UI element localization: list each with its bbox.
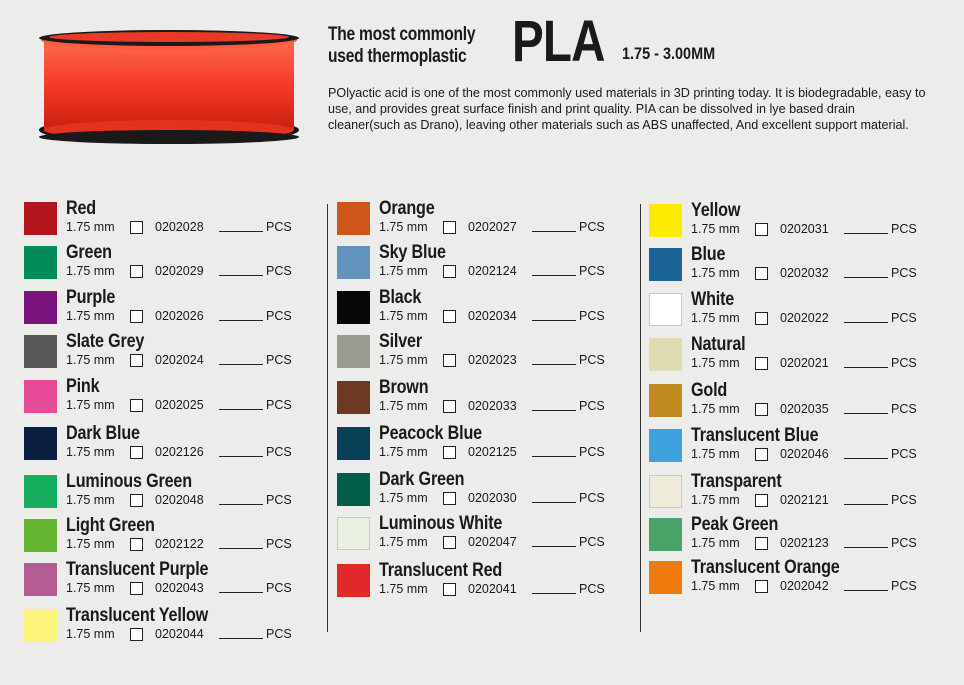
color-item-peacock-blue xyxy=(337,425,637,467)
color-swatch xyxy=(337,564,370,597)
quantity-blank[interactable] xyxy=(219,364,263,365)
color-swatch xyxy=(24,246,57,279)
unit-label: PCS xyxy=(579,491,605,505)
color-swatch xyxy=(24,291,57,324)
quantity-blank[interactable] xyxy=(219,231,263,232)
color-swatch xyxy=(649,429,682,462)
product-code: 0202022 xyxy=(780,311,829,325)
order-checkbox[interactable] xyxy=(130,399,143,412)
color-name: Peak Green xyxy=(691,514,779,535)
product-code: 0202030 xyxy=(468,491,517,505)
color-item-dark-blue xyxy=(24,425,324,467)
product-code: 0202031 xyxy=(780,222,829,236)
unit-label: PCS xyxy=(266,627,292,641)
color-item-translucent-purple xyxy=(24,561,324,603)
unit-label: PCS xyxy=(266,309,292,323)
diameter-label: 1.75 mm xyxy=(691,402,740,416)
product-code: 0202035 xyxy=(780,402,829,416)
color-item-purple xyxy=(24,289,324,331)
unit-label: PCS xyxy=(579,445,605,459)
color-name: Translucent Yellow xyxy=(66,605,209,626)
diameter-label: 1.75 mm xyxy=(379,491,428,505)
color-name: Purple xyxy=(66,287,116,308)
product-code: 0202047 xyxy=(468,535,517,549)
product-code: 0202041 xyxy=(468,582,517,596)
diameter-label: 1.75 mm xyxy=(379,582,428,596)
unit-label: PCS xyxy=(891,493,917,507)
color-item-peak-green xyxy=(649,516,949,558)
unit-label: PCS xyxy=(891,447,917,461)
color-swatch xyxy=(24,335,57,368)
order-checkbox[interactable] xyxy=(443,221,456,234)
unit-label: PCS xyxy=(891,311,917,325)
order-checkbox[interactable] xyxy=(443,310,456,323)
diameter-label: 1.75 mm xyxy=(379,399,428,413)
color-item-translucent-blue xyxy=(649,427,949,469)
color-name: Translucent Blue xyxy=(691,425,819,446)
quantity-blank[interactable] xyxy=(844,322,888,323)
diameter-label: 1.75 mm xyxy=(66,537,115,551)
color-item-gold xyxy=(649,382,949,424)
unit-label: PCS xyxy=(891,222,917,236)
unit-label: PCS xyxy=(266,493,292,507)
color-name: Translucent Purple xyxy=(66,559,209,580)
color-name: Yellow xyxy=(691,200,741,221)
color-swatch xyxy=(649,384,682,417)
color-item-pink xyxy=(24,378,324,420)
product-code: 0202025 xyxy=(155,398,204,412)
color-name: Silver xyxy=(379,331,422,352)
color-item-transparent xyxy=(649,473,949,515)
filament-spool-image xyxy=(38,28,300,148)
unit-label: PCS xyxy=(266,445,292,459)
color-name: Gold xyxy=(691,380,728,401)
unit-label: PCS xyxy=(891,536,917,550)
color-item-sky-blue xyxy=(337,244,637,286)
color-item-translucent-yellow xyxy=(24,607,324,649)
color-item-translucent-orange xyxy=(649,559,949,601)
product-code: 0202027 xyxy=(468,220,517,234)
order-checkbox[interactable] xyxy=(443,536,456,549)
unit-label: PCS xyxy=(891,356,917,370)
color-swatch xyxy=(337,202,370,235)
color-item-green xyxy=(24,244,324,286)
color-name: Dark Blue xyxy=(66,423,140,444)
quantity-blank[interactable] xyxy=(844,504,888,505)
order-checkbox[interactable] xyxy=(755,403,768,416)
quantity-blank[interactable] xyxy=(532,502,576,503)
quantity-blank[interactable] xyxy=(844,233,888,234)
color-swatch xyxy=(649,561,682,594)
color-name: Pink xyxy=(66,376,100,397)
color-item-black xyxy=(337,289,637,331)
product-code: 0202021 xyxy=(780,356,829,370)
order-checkbox[interactable] xyxy=(755,267,768,280)
color-name: Green xyxy=(66,242,112,263)
color-name: Natural xyxy=(691,334,746,355)
quantity-blank[interactable] xyxy=(532,275,576,276)
order-checkbox[interactable] xyxy=(755,537,768,550)
color-name: Transparent xyxy=(691,471,782,492)
product-code: 0202123 xyxy=(780,536,829,550)
diameter-label: 1.75 mm xyxy=(691,222,740,236)
color-swatch xyxy=(337,381,370,414)
unit-label: PCS xyxy=(579,264,605,278)
diameter-label: 1.75 mm xyxy=(691,311,740,325)
diameter-label: 1.75 mm xyxy=(691,536,740,550)
unit-label: PCS xyxy=(579,399,605,413)
header-subtitle-line2: used thermoplastic xyxy=(328,46,467,67)
quantity-blank[interactable] xyxy=(532,231,576,232)
color-name: Sky Blue xyxy=(379,242,446,263)
quantity-blank[interactable] xyxy=(219,592,263,593)
product-code: 0202044 xyxy=(155,627,204,641)
diameter-label: 1.75 mm xyxy=(379,220,428,234)
order-checkbox[interactable] xyxy=(755,223,768,236)
order-checkbox[interactable] xyxy=(755,448,768,461)
color-swatch xyxy=(24,563,57,596)
color-item-light-green xyxy=(24,517,324,559)
unit-label: PCS xyxy=(266,581,292,595)
diameter-label: 1.75 mm xyxy=(691,447,740,461)
product-code: 0202023 xyxy=(468,353,517,367)
diameter-label: 1.75 mm xyxy=(66,353,115,367)
unit-label: PCS xyxy=(579,309,605,323)
color-name: Luminous White xyxy=(379,513,503,534)
quantity-blank[interactable] xyxy=(219,320,263,321)
color-item-natural xyxy=(649,336,949,378)
order-checkbox[interactable] xyxy=(755,357,768,370)
material-title: PLA xyxy=(512,9,605,74)
quantity-blank[interactable] xyxy=(844,277,888,278)
color-name: Blue xyxy=(691,244,726,265)
color-swatch xyxy=(337,291,370,324)
order-checkbox[interactable] xyxy=(443,583,456,596)
color-swatch xyxy=(649,518,682,551)
color-swatch xyxy=(649,338,682,371)
color-name: Orange xyxy=(379,198,435,219)
color-name: Luminous Green xyxy=(66,471,192,492)
diameter-label: 1.75 mm xyxy=(66,581,115,595)
diameter-label: 1.75 mm xyxy=(379,445,428,459)
unit-label: PCS xyxy=(891,402,917,416)
quantity-blank[interactable] xyxy=(532,320,576,321)
product-code: 0202122 xyxy=(155,537,204,551)
material-description: POlyactic acid is one of the most commonly used materials in 3D printing today. It is biodegradable, easy to use, and provides great surface finish and print quality. PIA can be dissolved in lye based drain cleaner(such as Drano), leaving other materials such as ABS unaffected, And excellent support material. xyxy=(328,86,926,132)
product-code: 0202033 xyxy=(468,399,517,413)
diameter-label: 1.75 mm xyxy=(66,264,115,278)
color-name: Translucent Red xyxy=(379,560,503,581)
color-name: Light Green xyxy=(66,515,155,536)
column-divider xyxy=(327,204,328,632)
diameter-label: 1.75 mm xyxy=(379,535,428,549)
color-item-brown xyxy=(337,379,637,421)
diameter-label: 1.75 mm xyxy=(66,493,115,507)
color-swatch xyxy=(24,475,57,508)
order-checkbox[interactable] xyxy=(755,494,768,507)
order-checkbox[interactable] xyxy=(130,354,143,367)
color-item-white xyxy=(649,291,949,333)
color-item-yellow xyxy=(649,202,949,244)
quantity-blank[interactable] xyxy=(219,456,263,457)
diameter-label: 1.75 mm xyxy=(691,493,740,507)
quantity-blank[interactable] xyxy=(219,275,263,276)
order-checkbox[interactable] xyxy=(130,538,143,551)
color-item-luminous-green xyxy=(24,473,324,515)
diameter-label: 1.75 mm xyxy=(66,220,115,234)
color-swatch xyxy=(337,246,370,279)
quantity-blank[interactable] xyxy=(844,413,888,414)
diameter-label: 1.75 mm xyxy=(66,309,115,323)
quantity-blank[interactable] xyxy=(844,458,888,459)
color-name: Black xyxy=(379,287,422,308)
unit-label: PCS xyxy=(266,537,292,551)
unit-label: PCS xyxy=(266,398,292,412)
quantity-blank[interactable] xyxy=(532,410,576,411)
color-name: Dark Green xyxy=(379,469,465,490)
product-code: 0202048 xyxy=(155,493,204,507)
product-code: 0202024 xyxy=(155,353,204,367)
quantity-blank[interactable] xyxy=(219,638,263,639)
diameter-label: 1.75 mm xyxy=(379,353,428,367)
product-code: 0202043 xyxy=(155,581,204,595)
color-swatch xyxy=(24,427,57,460)
product-code: 0202042 xyxy=(780,579,829,593)
order-checkbox[interactable] xyxy=(443,400,456,413)
color-swatch xyxy=(649,293,682,326)
quantity-blank[interactable] xyxy=(219,504,263,505)
product-code: 0202026 xyxy=(155,309,204,323)
header-subtitle-line1: The most commonly xyxy=(328,24,476,45)
color-item-slate-grey xyxy=(24,333,324,375)
color-swatch xyxy=(649,248,682,281)
color-swatch xyxy=(24,380,57,413)
unit-label: PCS xyxy=(579,220,605,234)
color-name: Brown xyxy=(379,377,429,398)
product-code: 0202034 xyxy=(468,309,517,323)
product-code: 0202029 xyxy=(155,264,204,278)
diameter-range: 1.75 - 3.00MM xyxy=(622,44,716,63)
color-name: Translucent Orange xyxy=(691,557,840,578)
color-name: Slate Grey xyxy=(66,331,145,352)
order-checkbox[interactable] xyxy=(755,580,768,593)
product-code: 0202046 xyxy=(780,447,829,461)
order-checkbox[interactable] xyxy=(130,628,143,641)
unit-label: PCS xyxy=(579,353,605,367)
diameter-label: 1.75 mm xyxy=(691,266,740,280)
column-divider xyxy=(640,204,641,632)
color-item-luminous-white xyxy=(337,515,637,557)
diameter-label: 1.75 mm xyxy=(66,398,115,412)
unit-label: PCS xyxy=(579,535,605,549)
diameter-label: 1.75 mm xyxy=(66,445,115,459)
quantity-blank[interactable] xyxy=(219,548,263,549)
product-code: 0202028 xyxy=(155,220,204,234)
color-swatch xyxy=(649,204,682,237)
quantity-blank[interactable] xyxy=(532,546,576,547)
color-swatch xyxy=(24,519,57,552)
color-item-red xyxy=(24,200,324,242)
quantity-blank[interactable] xyxy=(219,409,263,410)
diameter-label: 1.75 mm xyxy=(66,627,115,641)
header-subtitle xyxy=(328,24,475,68)
quantity-blank[interactable] xyxy=(844,590,888,591)
product-code: 0202121 xyxy=(780,493,829,507)
unit-label: PCS xyxy=(891,579,917,593)
color-swatch xyxy=(649,475,682,508)
unit-label: PCS xyxy=(266,220,292,234)
order-checkbox[interactable] xyxy=(443,265,456,278)
color-name: Red xyxy=(66,198,97,219)
color-swatch xyxy=(337,335,370,368)
color-swatch xyxy=(337,473,370,506)
color-item-blue xyxy=(649,246,949,288)
order-checkbox[interactable] xyxy=(443,492,456,505)
order-checkbox[interactable] xyxy=(755,312,768,325)
color-name: White xyxy=(691,289,735,310)
order-checkbox[interactable] xyxy=(443,446,456,459)
diameter-label: 1.75 mm xyxy=(379,264,428,278)
product-code: 0202124 xyxy=(468,264,517,278)
color-item-dark-green xyxy=(337,471,637,513)
diameter-label: 1.75 mm xyxy=(691,356,740,370)
quantity-blank[interactable] xyxy=(844,367,888,368)
unit-label: PCS xyxy=(266,264,292,278)
unit-label: PCS xyxy=(891,266,917,280)
color-swatch xyxy=(24,202,57,235)
color-swatch xyxy=(337,517,370,550)
order-checkbox[interactable] xyxy=(130,310,143,323)
quantity-blank[interactable] xyxy=(844,547,888,548)
unit-label: PCS xyxy=(266,353,292,367)
order-checkbox[interactable] xyxy=(130,221,143,234)
diameter-label: 1.75 mm xyxy=(379,309,428,323)
quantity-blank[interactable] xyxy=(532,593,576,594)
color-swatch xyxy=(337,427,370,460)
diameter-label: 1.75 mm xyxy=(691,579,740,593)
product-code: 0202032 xyxy=(780,266,829,280)
color-name: Peacock Blue xyxy=(379,423,482,444)
order-checkbox[interactable] xyxy=(130,494,143,507)
order-checkbox[interactable] xyxy=(130,582,143,595)
product-code: 0202126 xyxy=(155,445,204,459)
product-code: 0202125 xyxy=(468,445,517,459)
order-checkbox[interactable] xyxy=(130,446,143,459)
color-item-silver xyxy=(337,333,637,375)
color-swatch xyxy=(24,609,57,642)
order-checkbox[interactable] xyxy=(443,354,456,367)
order-checkbox[interactable] xyxy=(130,265,143,278)
quantity-blank[interactable] xyxy=(532,364,576,365)
unit-label: PCS xyxy=(579,582,605,596)
color-item-orange xyxy=(337,200,637,242)
quantity-blank[interactable] xyxy=(532,456,576,457)
color-item-translucent-red xyxy=(337,562,637,604)
